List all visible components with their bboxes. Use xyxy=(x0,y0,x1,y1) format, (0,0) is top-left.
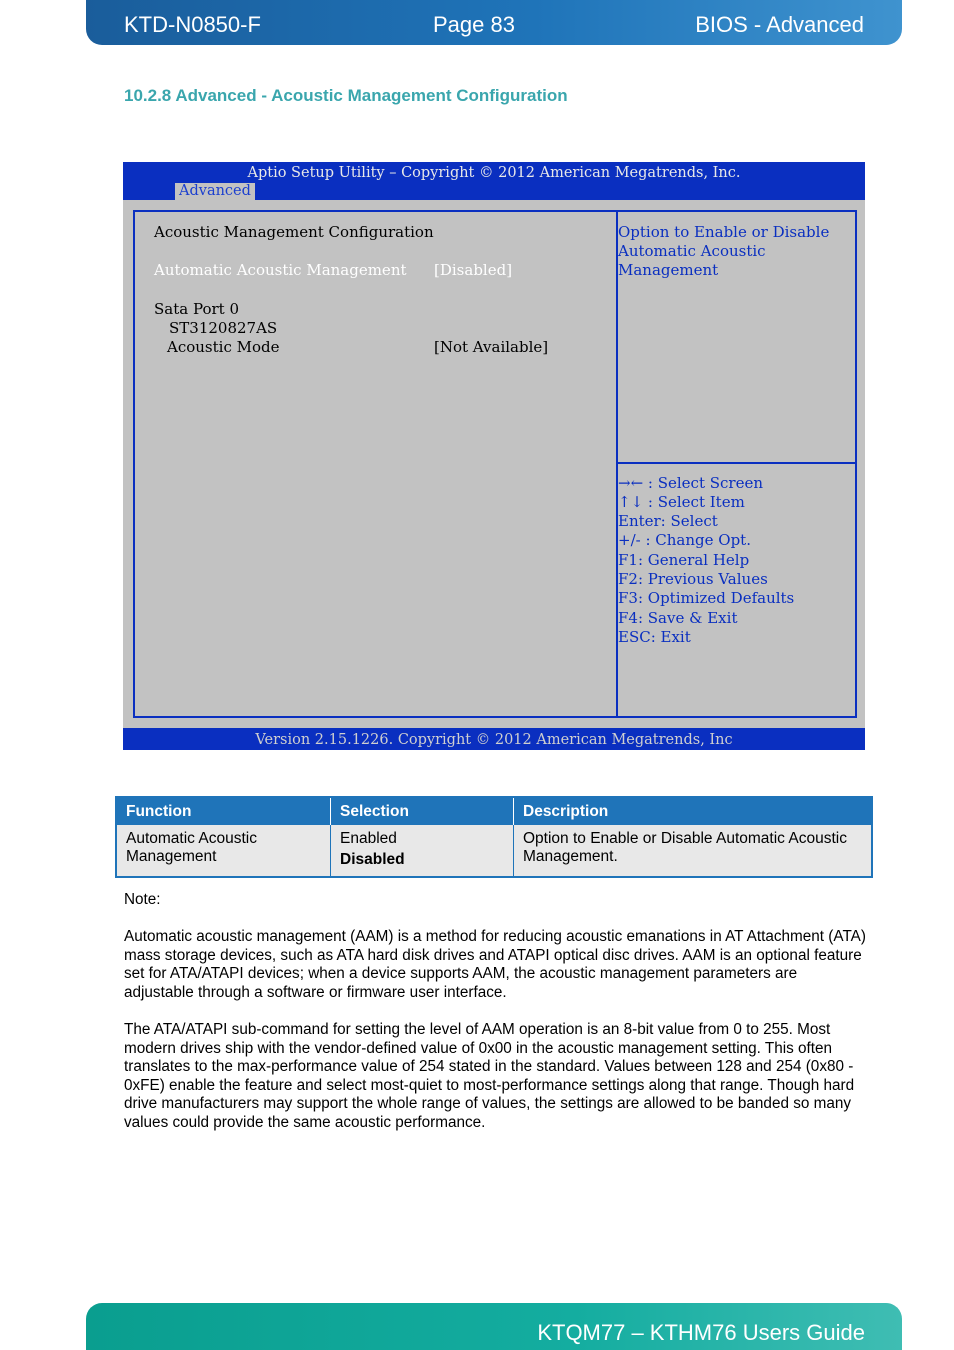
key-hint: F4: Save & Exit xyxy=(618,609,738,627)
cell-description: Option to Enable or Disable Automatic Acoustic Management. xyxy=(514,825,873,877)
bios-frame xyxy=(133,210,857,718)
guide-title: KTQM77 – KTHM76 Users Guide xyxy=(537,1320,865,1345)
help-line: Option to Enable or Disable xyxy=(618,223,830,241)
paragraph-subcommand: The ATA/ATAPI sub-command for setting the level of AAM operation is an 8-bit value from 0 to 255. Most modern drives ship with the vendor-defined value of 0x00 in the acoustic management setting. This often translates to the max-performance value of 254 stated in the standard. Values between 128 and 254 (0x80 - 0xFE) enable the feature and select most-quiet to most-performance settings along that range. Though hard drive manufacturers may support the whole range of values, the settings are allowed to be banded so many values could provide the same acoustic performance. xyxy=(124,1021,855,1131)
aam-option-value[interactable]: [Disabled] xyxy=(434,261,513,279)
doc-code: KTD-N0850-F xyxy=(124,12,261,37)
header-selection: Selection xyxy=(331,797,514,825)
section-title: 10.2.8 Advanced - Acoustic Management Configuration xyxy=(124,86,568,105)
acoustic-mode-label: Acoustic Mode xyxy=(167,338,280,356)
bios-divider-horizontal xyxy=(618,462,855,464)
page-header xyxy=(86,0,902,45)
acoustic-mode-value: [Not Available] xyxy=(434,338,549,356)
function-table xyxy=(115,796,873,878)
paragraph-aam: Automatic acoustic management (AAM) is a method for reducing acoustic emanations in AT Attachment (ATA) mass storage devices, such as ATA hard disk drives and ATAPI optical disc drives. AAM is an optional feature set for ATA/ATAPI devices; when a device supports AAM, the acoustic management parameters are adjustable through a software or firmware user interface. xyxy=(124,928,866,1001)
key-hint: ESC: Exit xyxy=(618,628,691,646)
tab-advanced[interactable]: Advanced xyxy=(175,183,255,200)
note-label: Note: xyxy=(124,891,161,908)
help-line: Management xyxy=(618,261,719,279)
chapter-title: BIOS - Advanced xyxy=(695,12,864,37)
bios-copyright: Aptio Setup Utility – Copyright © 2012 American Megatrends, Inc. xyxy=(247,165,741,181)
header-function: Function xyxy=(116,797,331,825)
table-row xyxy=(116,825,872,877)
bios-title-bar xyxy=(123,162,865,200)
cell-selection xyxy=(331,825,514,877)
key-hint: +/- : Change Opt. xyxy=(618,531,751,549)
bios-version-bar: Version 2.15.1226. Copyright © 2012 American Megatrends, Inc xyxy=(123,728,865,750)
page-footer xyxy=(86,1303,902,1350)
drive-model: ST3120827AS xyxy=(169,319,278,337)
key-hint: F1: General Help xyxy=(618,551,750,569)
key-hint: →← : Select Screen xyxy=(618,474,764,492)
key-hint: F3: Optimized Defaults xyxy=(618,589,795,607)
sata-port-label: Sata Port 0 xyxy=(154,300,239,318)
table-header-row xyxy=(116,797,872,825)
aam-option-label[interactable]: Automatic Acoustic Management xyxy=(154,261,407,279)
selection-enabled: Enabled xyxy=(340,830,397,847)
key-hint: F2: Previous Values xyxy=(618,570,768,588)
bios-screenshot xyxy=(123,162,865,750)
selection-disabled: Disabled xyxy=(340,851,405,868)
cell-function: Automatic Acoustic Management xyxy=(116,825,331,877)
header-description: Description xyxy=(514,797,873,825)
key-hint: ↑↓ : Select Item xyxy=(618,493,745,511)
key-hint: Enter: Select xyxy=(618,512,718,530)
bios-menu-heading: Acoustic Management Configuration xyxy=(154,223,434,241)
page-number: Page 83 xyxy=(433,12,515,37)
help-line: Automatic Acoustic xyxy=(618,242,766,260)
